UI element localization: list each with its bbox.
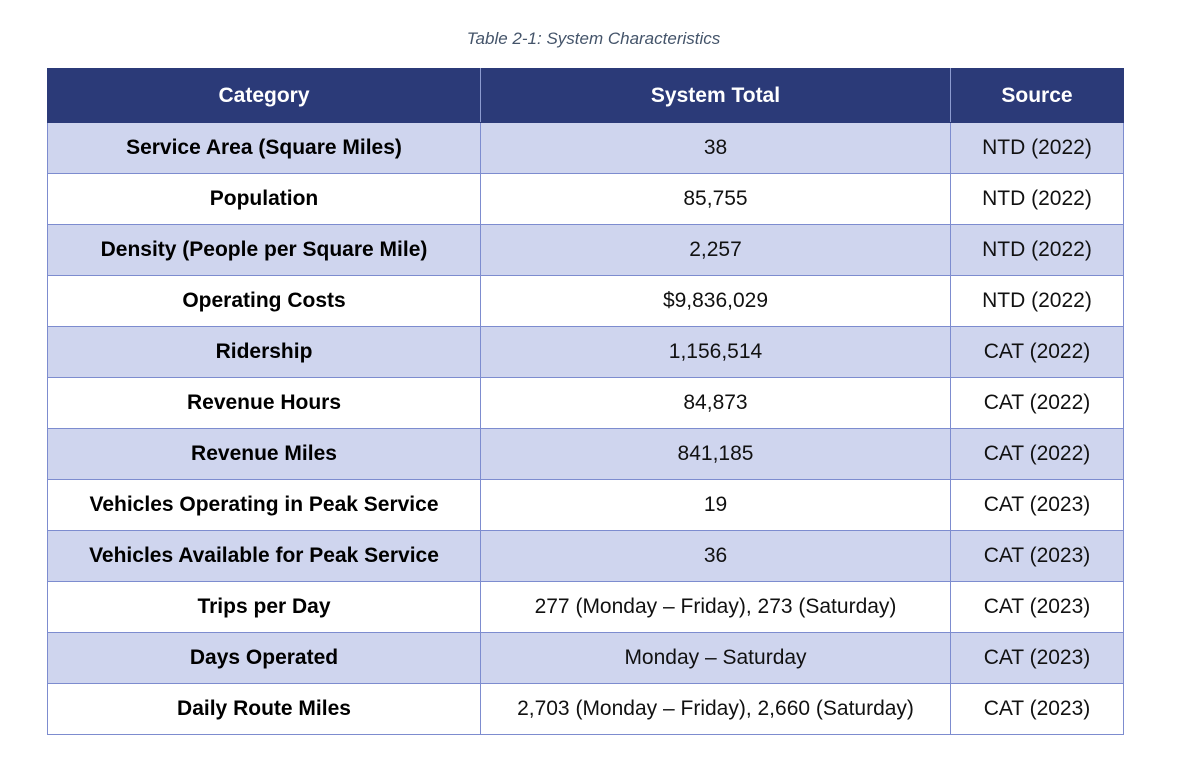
source-cell: CAT (2022) (951, 327, 1124, 378)
table-row (48, 582, 1124, 633)
table-row (48, 123, 1124, 174)
system-total-cell: Monday – Saturday (481, 633, 951, 684)
source-cell: CAT (2023) (951, 480, 1124, 531)
category-cell: Density (People per Square Mile) (48, 225, 481, 276)
category-cell: Population (48, 174, 481, 225)
source-cell: NTD (2022) (951, 276, 1124, 327)
system-total-cell: 36 (481, 531, 951, 582)
system-characteristics-table (47, 68, 1124, 735)
category-cell: Daily Route Miles (48, 684, 481, 735)
system-total-cell: 19 (481, 480, 951, 531)
source-cell: CAT (2022) (951, 429, 1124, 480)
header-system-total: System Total (481, 69, 951, 123)
table-row (48, 276, 1124, 327)
category-cell: Ridership (48, 327, 481, 378)
source-cell: CAT (2023) (951, 684, 1124, 735)
table-header-row (48, 69, 1124, 123)
system-total-cell: $9,836,029 (481, 276, 951, 327)
table-row (48, 531, 1124, 582)
category-cell: Operating Costs (48, 276, 481, 327)
category-cell: Vehicles Operating in Peak Service (48, 480, 481, 531)
category-cell: Revenue Hours (48, 378, 481, 429)
header-source: Source (951, 69, 1124, 123)
source-cell: CAT (2022) (951, 378, 1124, 429)
source-cell: NTD (2022) (951, 123, 1124, 174)
system-total-cell: 38 (481, 123, 951, 174)
source-cell: CAT (2023) (951, 582, 1124, 633)
table-row (48, 378, 1124, 429)
source-cell: NTD (2022) (951, 225, 1124, 276)
system-total-cell: 1,156,514 (481, 327, 951, 378)
system-total-cell: 84,873 (481, 378, 951, 429)
category-cell: Revenue Miles (48, 429, 481, 480)
system-total-cell: 85,755 (481, 174, 951, 225)
table-row (48, 429, 1124, 480)
header-category: Category (48, 69, 481, 123)
table-row (48, 480, 1124, 531)
table-row (48, 327, 1124, 378)
table-caption: Table 2-1: System Characteristics (466, 29, 721, 48)
category-cell: Trips per Day (48, 582, 481, 633)
source-cell: CAT (2023) (951, 531, 1124, 582)
source-cell: NTD (2022) (951, 174, 1124, 225)
category-cell: Service Area (Square Miles) (48, 123, 481, 174)
system-total-cell: 2,703 (Monday – Friday), 2,660 (Saturday) (481, 684, 951, 735)
source-cell: CAT (2023) (951, 633, 1124, 684)
system-total-cell: 2,257 (481, 225, 951, 276)
system-total-cell: 841,185 (481, 429, 951, 480)
category-cell: Days Operated (48, 633, 481, 684)
table-row (48, 225, 1124, 276)
system-total-cell: 277 (Monday – Friday), 273 (Saturday) (481, 582, 951, 633)
category-cell: Vehicles Available for Peak Service (48, 531, 481, 582)
table-row (48, 633, 1124, 684)
table-row (48, 684, 1124, 735)
table-row (48, 174, 1124, 225)
